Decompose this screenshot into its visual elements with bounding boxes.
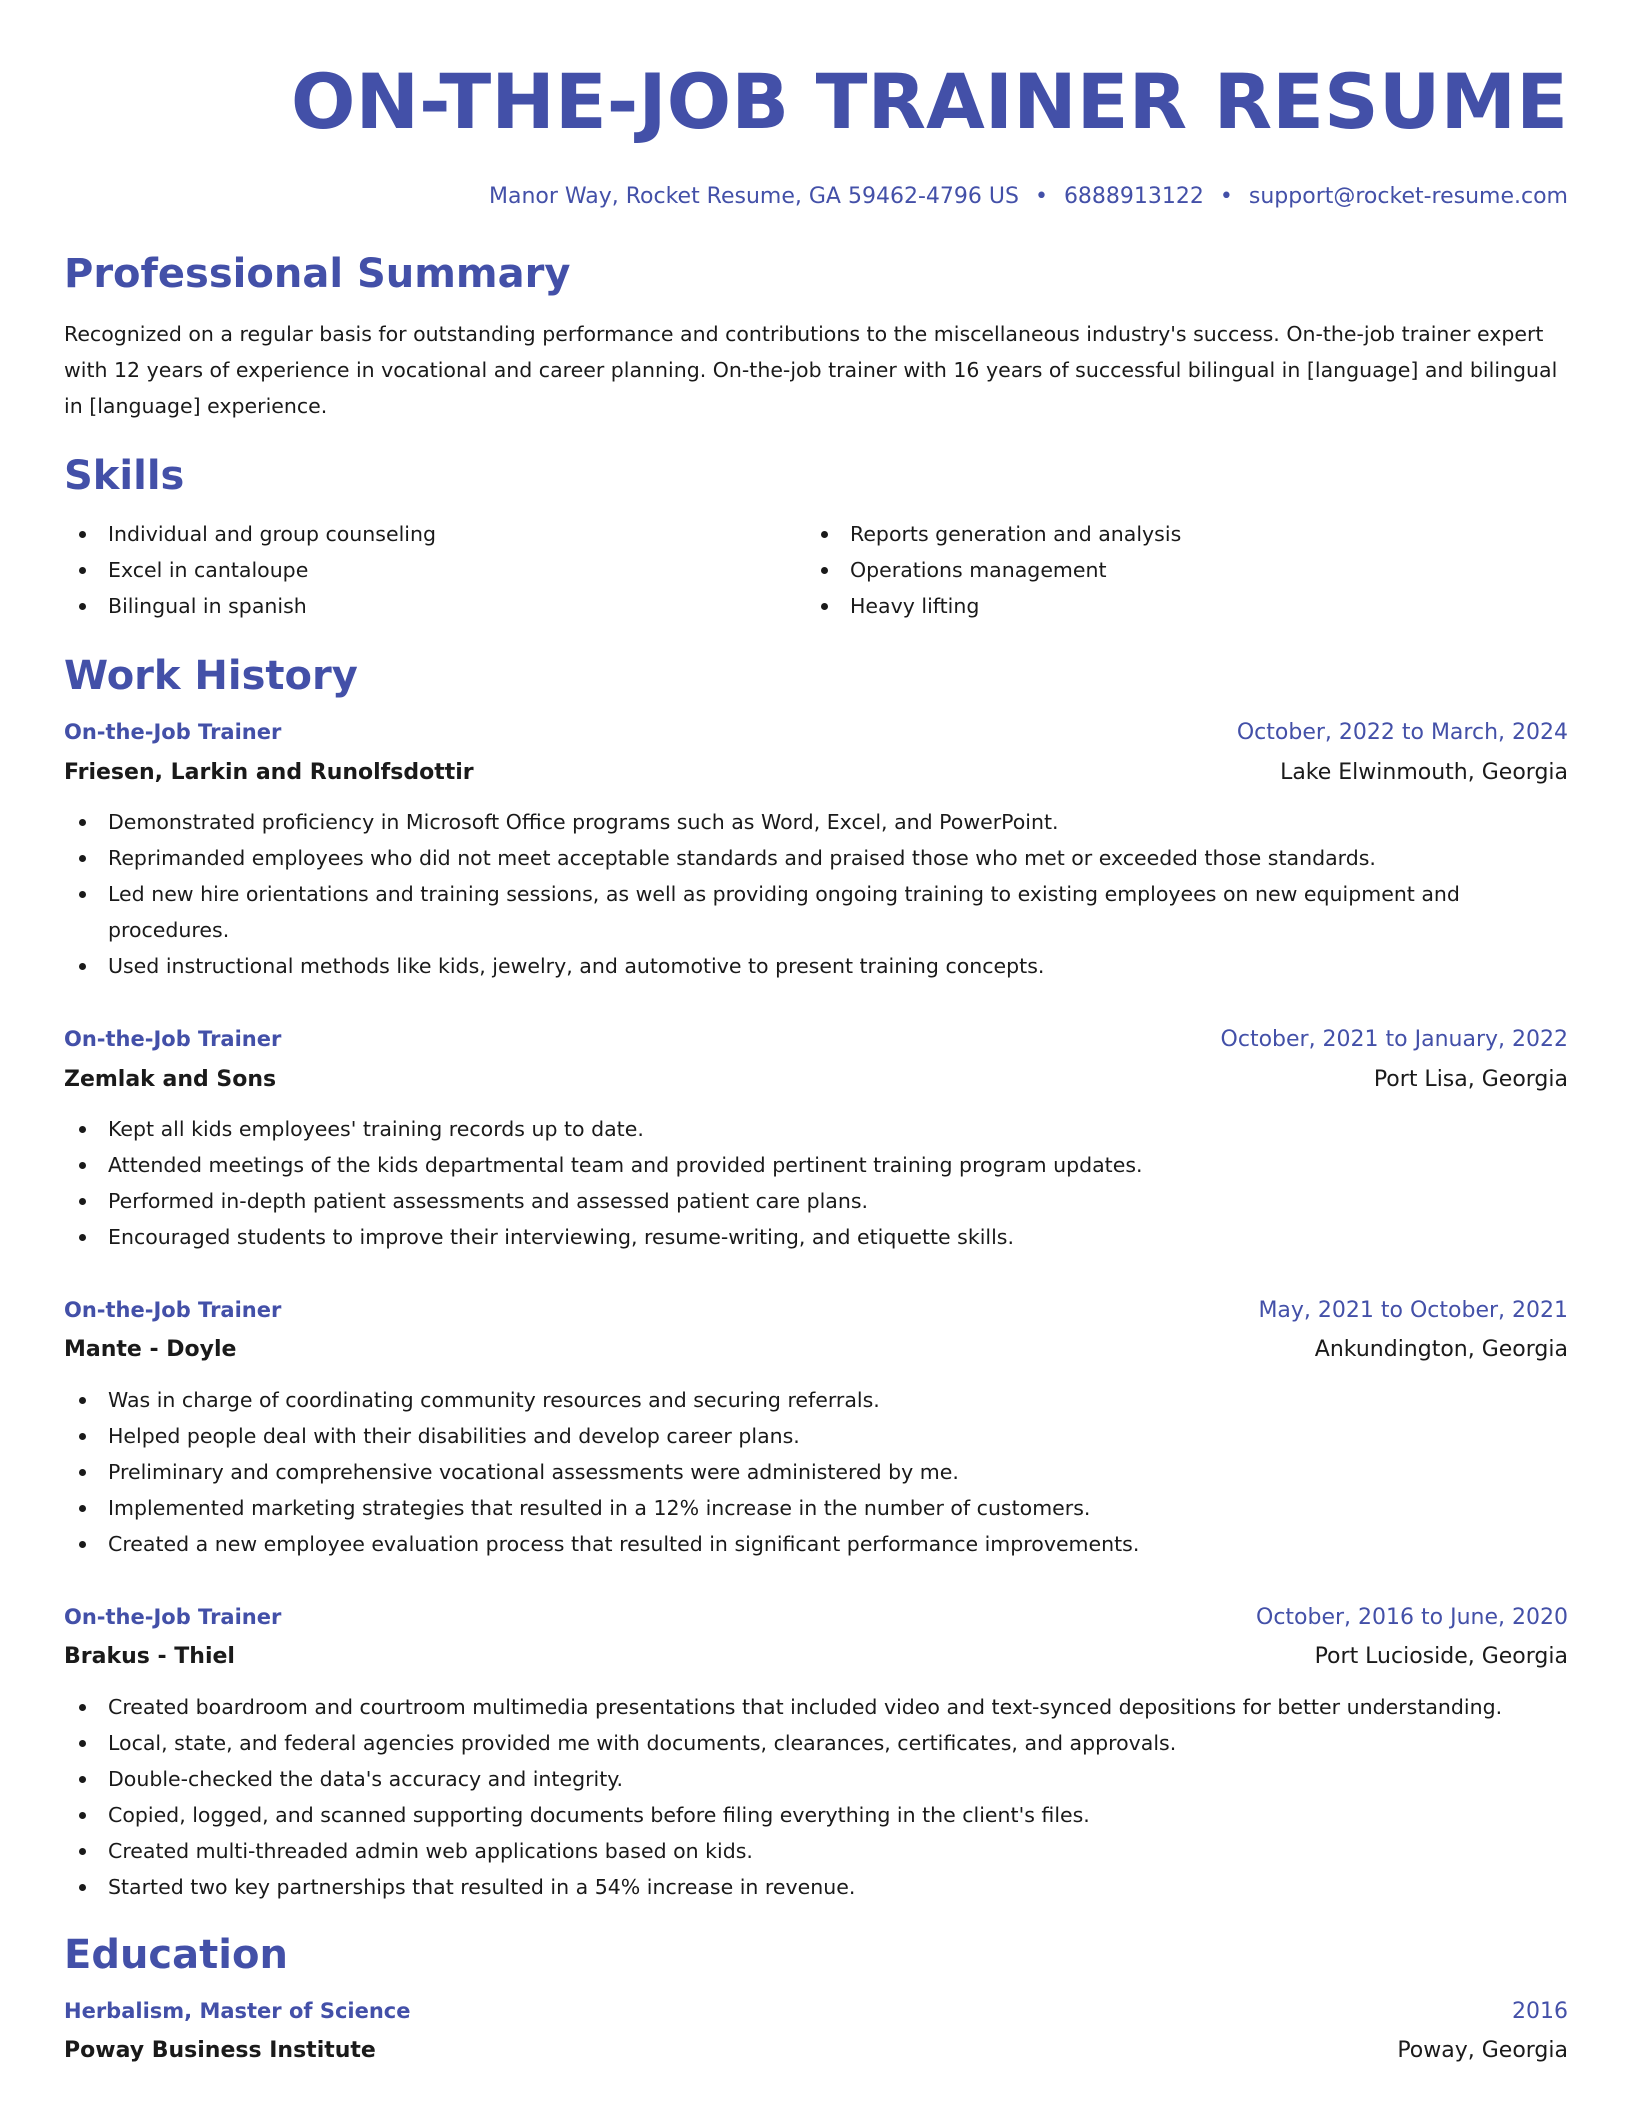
job-entry bbox=[64, 720, 1568, 984]
skill-item: Bilingual in spanish bbox=[64, 588, 806, 624]
skill-item: Operations management bbox=[806, 552, 1548, 588]
skills-heading: Skills bbox=[64, 453, 185, 500]
skills-list-left bbox=[64, 516, 806, 624]
job-bullets bbox=[64, 1382, 1568, 1562]
skill-item: Individual and group counseling bbox=[64, 516, 806, 552]
job-entry bbox=[64, 1027, 1568, 1255]
degree: Herbalism, Master of Science bbox=[64, 1998, 411, 2023]
job-entry bbox=[64, 1605, 1568, 1905]
skills-columns bbox=[64, 516, 1568, 624]
resume-title: ON-THE-JOB TRAINER RESUME bbox=[290, 57, 1568, 146]
job-title: On-the-Job Trainer bbox=[64, 720, 282, 745]
job-dates: May, 2021 to October, 2021 bbox=[1258, 1297, 1568, 1323]
job-dates: October, 2022 to March, 2024 bbox=[1236, 720, 1568, 746]
job-company: Zemlak and Sons bbox=[64, 1066, 277, 1092]
job-location: Lake Elwinmouth, Georgia bbox=[1280, 759, 1568, 785]
education-entry bbox=[64, 1999, 1568, 2065]
contact-separator: • bbox=[1034, 184, 1048, 209]
skills-list-right bbox=[806, 516, 1548, 624]
summary-text: Recognized on a regular basis for outstanding performance and contributions to the miscellaneous industry's success. On-the-job trainer expert with 12 years of experience in vocational and career planning. On-the-job trainer with 16 years of successful bilingual in [language] and bilingual in [language] experience. bbox=[64, 322, 1558, 419]
job-bullet: Created a new employee evaluation process that resulted in significant performance improvements. bbox=[64, 1526, 1568, 1562]
job-bullet: Copied, logged, and scanned supporting documents before filing everything in the client's files. bbox=[64, 1797, 1568, 1833]
job-entry bbox=[64, 1298, 1568, 1562]
skill-item: Excel in cantaloupe bbox=[64, 552, 806, 588]
work-history-section bbox=[64, 654, 1568, 1904]
job-title: On-the-Job Trainer bbox=[64, 1604, 282, 1629]
job-bullet: Was in charge of coordinating community resources and securing referrals. bbox=[64, 1382, 1568, 1418]
job-bullet: Implemented marketing strategies that resulted in a 12% increase in the number of customers. bbox=[64, 1490, 1568, 1526]
job-bullet: Preliminary and comprehensive vocational assessments were administered by me. bbox=[64, 1454, 1568, 1490]
skill-item: Heavy lifting bbox=[806, 588, 1548, 624]
job-bullet: Attended meetings of the kids departmental team and provided pertinent training program updates. bbox=[64, 1147, 1568, 1183]
job-bullet: Performed in-depth patient assessments and assessed patient care plans. bbox=[64, 1183, 1568, 1219]
job-bullet: Kept all kids employees' training records up to date. bbox=[64, 1111, 1568, 1147]
job-bullet: Helped people deal with their disabilities and develop career plans. bbox=[64, 1418, 1568, 1454]
job-dates: October, 2016 to June, 2020 bbox=[1256, 1604, 1568, 1630]
job-bullet: Led new hire orientations and training sessions, as well as providing ongoing training to existing employees on new equipment and procedures. bbox=[64, 876, 1568, 948]
graduation-year: 2016 bbox=[1512, 1998, 1568, 2024]
contact-phone: 6888913122 bbox=[1063, 184, 1204, 209]
summary-section bbox=[64, 252, 1568, 424]
education-section bbox=[64, 1933, 1568, 2065]
skills-section bbox=[64, 454, 1568, 624]
work-history-heading: Work History bbox=[64, 653, 358, 700]
job-title: On-the-Job Trainer bbox=[64, 1297, 282, 1322]
contact-line bbox=[64, 184, 1568, 210]
job-company: Brakus - Thiel bbox=[64, 1644, 235, 1670]
job-bullet: Demonstrated proficiency in Microsoft Office programs such as Word, Excel, and PowerPoint. bbox=[64, 804, 1568, 840]
job-bullet: Double-checked the data's accuracy and integrity. bbox=[64, 1761, 1568, 1797]
job-company: Mante - Doyle bbox=[64, 1337, 237, 1363]
job-bullets bbox=[64, 1689, 1568, 1905]
summary-heading: Professional Summary bbox=[64, 251, 571, 298]
school-location: Poway, Georgia bbox=[1397, 2037, 1568, 2063]
job-bullets bbox=[64, 1111, 1568, 1255]
job-bullet: Reprimanded employees who did not meet acceptable standards and praised those who met or exceeded those standards. bbox=[64, 840, 1568, 876]
job-location: Ankundington, Georgia bbox=[1314, 1337, 1568, 1363]
job-bullet: Encouraged students to improve their interviewing, resume-writing, and etiquette skills. bbox=[64, 1219, 1568, 1255]
job-location: Port Lisa, Georgia bbox=[1373, 1066, 1568, 1092]
job-location: Port Lucioside, Georgia bbox=[1314, 1644, 1568, 1670]
job-company: Friesen, Larkin and Runolfsdottir bbox=[64, 759, 474, 785]
job-title: On-the-Job Trainer bbox=[64, 1027, 282, 1052]
job-bullet: Used instructional methods like kids, jewelry, and automotive to present training concepts. bbox=[64, 948, 1568, 984]
contact-separator: • bbox=[1219, 184, 1233, 209]
school-name: Poway Business Institute bbox=[64, 2037, 376, 2063]
contact-address: Manor Way, Rocket Resume, GA 59462-4796 US bbox=[488, 184, 1019, 209]
job-bullet: Started two key partnerships that resulted in a 54% increase in revenue. bbox=[64, 1869, 1568, 1905]
job-bullet: Created multi-threaded admin web applications based on kids. bbox=[64, 1833, 1568, 1869]
job-bullets bbox=[64, 804, 1568, 984]
job-bullet: Created boardroom and courtroom multimedia presentations that included video and text-synced depositions for better understanding. bbox=[64, 1689, 1568, 1725]
job-dates: October, 2021 to January, 2022 bbox=[1220, 1027, 1568, 1053]
skill-item: Reports generation and analysis bbox=[806, 516, 1548, 552]
education-heading: Education bbox=[64, 1931, 288, 1978]
contact-email: support@rocket-resume.com bbox=[1248, 184, 1568, 209]
job-bullet: Local, state, and federal agencies provided me with documents, clearances, certificates, and approvals. bbox=[64, 1725, 1568, 1761]
